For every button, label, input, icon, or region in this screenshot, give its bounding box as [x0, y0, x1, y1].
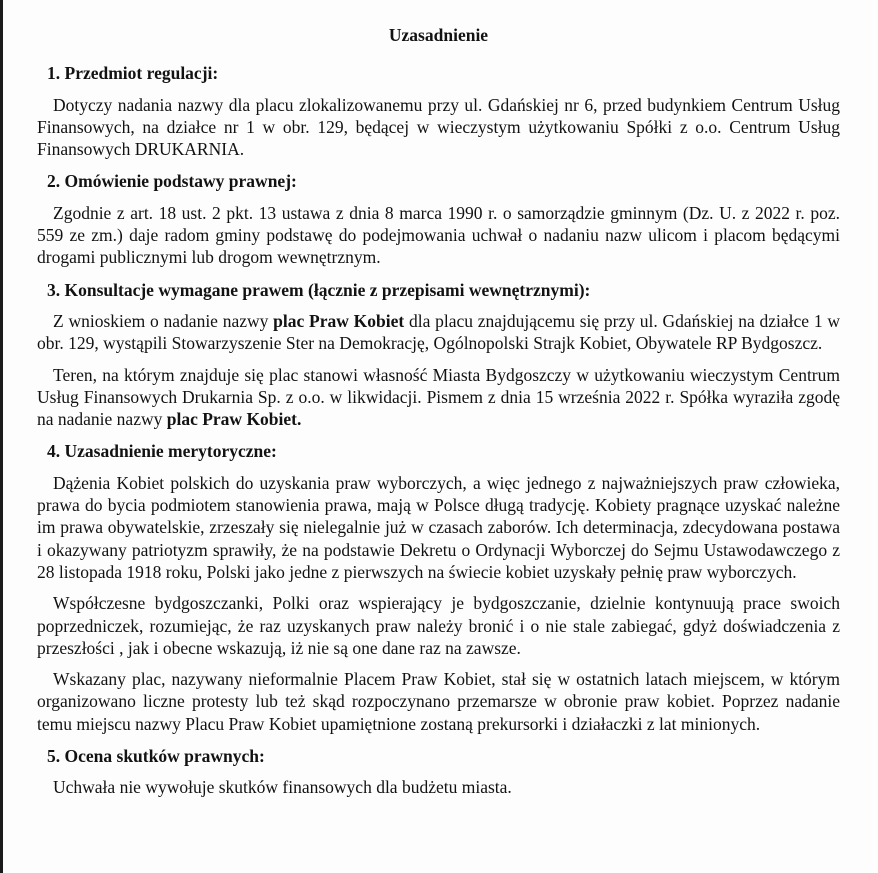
section-heading: 1. Przedmiot regulacji: — [47, 63, 219, 84]
text-run: Współczesne bydgoszczanki, Polki oraz wspierający je bydgoszczanie, dzielnie kontynuują prace swoich poprzedniczek, rozumiejąc, że raz uzyskanych praw należy bronić i o nie stale zabiegać, gdyż doświadczenia z przeszłości , jak i obecne wskazują, iż nie są one dane raz na zawsze. — [37, 593, 840, 658]
paragraph — [37, 310, 840, 355]
document-title: Uzasadnienie — [388, 25, 489, 45]
text-run: Z wnioskiem o nadanie nazwy — [53, 310, 274, 331]
section-heading: 4. Uzasadnienie merytoryczne: — [47, 441, 277, 462]
text-run: Uchwała nie wywołuje skutków finansowych dla budżetu miasta. — [53, 777, 512, 798]
paragraph — [37, 776, 840, 798]
text-run: Dotyczy nadania nazwy dla placu zlokalizowanemu przy ul. Gdańskiej nr 6, przed budynkiem Centrum Usług Finansowych, na działce nr 1 w obr. 129, będącej w wieczystym użytkowaniu Spółki z o.o. Centrum Usług Finansowych DRUKARNIA. — [37, 94, 840, 160]
section-heading: 3. Konsultacje wymagane prawem (łącznie z przepisami wewnętrznymi): — [47, 279, 591, 300]
text-run: Dążenia Kobiet polskich do uzyskania praw wyborczych, a więc jednego z najważniejszych praw człowieka, prawa do bycia podmiotem stanowienia prawa, mają w Polsce długą tradycję. Kobiety pragnące uzyskać należne im prawa obywatelskie, zrzeszały się nielegalnie już w czasach zaborów. Ich determinacja, zdecydowana postawa i okazywany patriotyzm sprawiły, że na podstawie Dekretu o Ordynacji Wyborczej do Sejmu Ustawodawczego z 28 listopada 1918 roku, Polski jako jedne z pierwszych na świecie kobiet uzyskały pełnię praw wyborczych. — [37, 472, 840, 582]
paragraph — [37, 472, 840, 583]
paragraph — [37, 202, 840, 269]
bold-text-run: plac Praw Kobiet — [273, 310, 405, 331]
text-run: Wskazany plac, nazywany nieformalnie Placem Praw Kobiet, stał się w ostatnich latach miejscem, w którym organizowano liczne protesty lub też skąd rozpoczynano przemarsze w obronie praw kobiet. Poprzez nadanie temu miejscu nazwy Placu Praw Kobiet upamiętnione zostaną prekursorki i działaczki z lat minionych. — [37, 669, 840, 734]
paragraph — [37, 364, 840, 431]
paragraph — [37, 592, 840, 659]
paragraph — [37, 668, 840, 735]
section-heading: 5. Ocena skutków prawnych: — [47, 746, 265, 767]
bold-text-run: plac Praw Kobiet. — [166, 409, 302, 430]
text-run: dla placu znajdującemu się przy ul. Gdańskiej na działce 1 w obr. 129, wystąpili Stowarzyszenie Ster na Demokrację, Ogólnopolski Strajk Kobiet, Obywatele RP Bydgoszcz. — [37, 310, 840, 354]
text-run: Teren, na którym znajduje się plac stanowi własność Miasta Bydgoszczy w użytkowaniu wieczystym Centrum Usług Finansowych Drukarnia Sp. z o.o. w likwidacji. Pismem z dnia 15 września 2022 r. Spółka wyraziła zgodę na nadanie nazwy — [37, 364, 840, 430]
document-body — [37, 62, 840, 798]
text-run: Zgodnie z art. 18 ust. 2 pkt. 13 ustawa z dnia 8 marca 1990 r. o samorządzie gminnym (Dz. U. z 2022 r. poz. 559 ze zm.) daje radom gminy podstawę do podejmowania uchwał o nadaniu nazw ulicom i placom będącymi drogami publicznymi lub drogom wewnętrznym. — [37, 202, 840, 268]
section-heading: 2. Omówienie podstawy prawnej: — [47, 171, 297, 192]
paragraph — [37, 94, 840, 161]
